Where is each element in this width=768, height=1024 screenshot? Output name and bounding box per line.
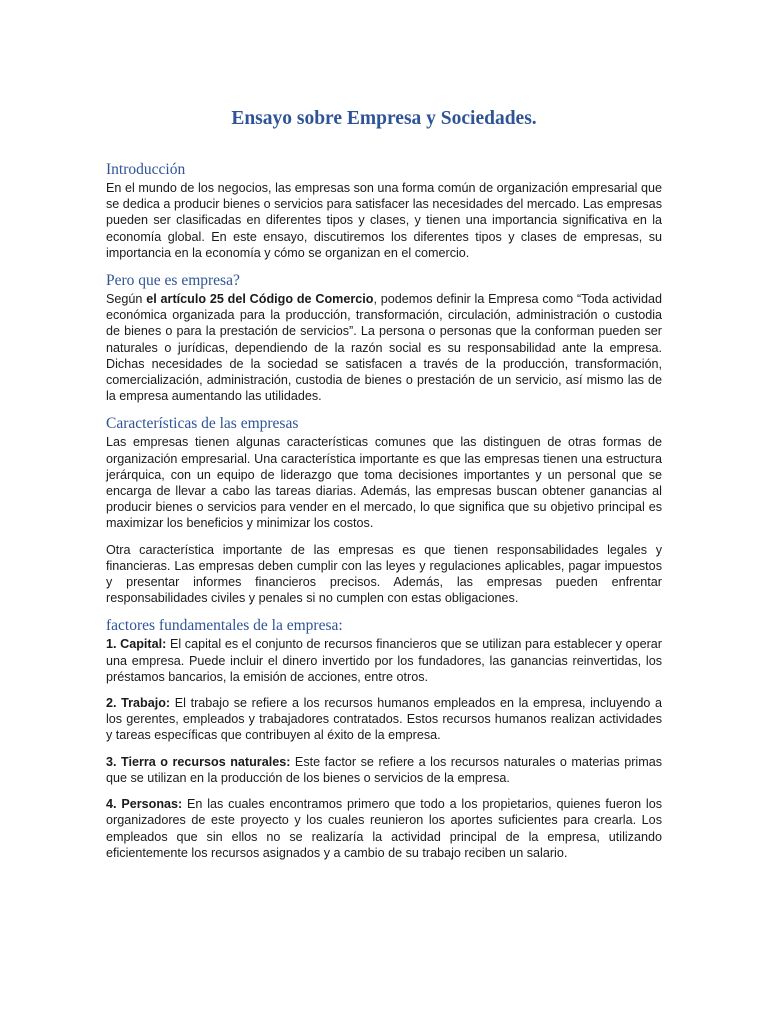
- paragraph-text: Según: [106, 292, 147, 307]
- factor-personas: [106, 796, 662, 861]
- section-heading: factores fundamentales de la empresa:: [106, 617, 343, 635]
- paragraph: [106, 291, 662, 404]
- section-caracteristicas: [106, 414, 662, 606]
- paragraph: Las empresas tienen algunas características comunes que las distinguen de otras formas de organización empresarial. Una característica importante es que las empresas tienen una estructura jerárquica, con un equipo de liderazgo que toma decisiones importantes y un personal que se encarga de llevar a cabo las tareas diarias. Además, las empresas buscan obtener ganancias al producir bienes o servicios para vender en el mercado, lo que significa que su objetivo principal es maximizar los beneficios y minimizar los costos.: [106, 435, 662, 531]
- paragraph: Otra característica importante de las empresas es que tienen responsabilidades legales y financieras. Las empresas deben cumplir con las leyes y regulaciones aplicables, pagar impuestos y presentar informes financieros precisos. Además, las empresas pueden enfrentar responsabilidades civiles y penales si no cumplen con estas obligaciones.: [106, 542, 662, 606]
- section-heading: Introducción: [106, 161, 186, 178]
- factor-capital: [106, 636, 662, 685]
- section-heading: Pero que es empresa?: [106, 272, 240, 290]
- factor-text: El capital es el conjunto de recursos financieros que se utilizan para establecer y operar una empresa. Puede incluir el dinero invertido por los fundadores, las ganancias reinvertidas, los préstamos bancarios, la emisión de acciones, entre otros.: [106, 637, 662, 684]
- section-que-es-empresa: [106, 271, 662, 404]
- paragraph-text: , podemos definir la Empresa como “Toda actividad económica organizada para la producción, transformación, circulación, administración o custodia de bienes o para la prestación de servicios”. La persona o personas que la conforman pueden ser naturales o jurídicas, dependiendo de la razón social es su responsabilidad ante la empresa. Dichas necesidades de la sociedad se satisfacen a través de la producción, transformación, comercialización, administración, custodia de bienes o prestación de un servicio, así mismo las de la empresa aumentando las utilidades.: [106, 292, 662, 404]
- factor-label: 4. Personas:: [106, 797, 183, 812]
- document-page: [106, 106, 662, 871]
- factor-text: El trabajo se refiere a los recursos humanos empleados en la empresa, incluyendo a los gerentes, empleados y trabajadores contratados. Estos recursos humanos realizan actividades y tareas específicas que contribuyen al éxito de la empresa.: [106, 696, 662, 743]
- section-heading: Características de las empresas: [106, 415, 299, 433]
- factor-tierra: [106, 754, 662, 786]
- factor-label: 1. Capital:: [106, 637, 167, 652]
- section-introduccion: [106, 160, 662, 261]
- bold-reference: el artículo 25 del Código de Comercio: [146, 292, 374, 307]
- factor-label: 3. Tierra o recursos naturales:: [106, 754, 291, 769]
- factor-text: Este factor se refiere a los recursos naturales o materias primas que se utilizan en la producción de los bienes o servicios de la empresa.: [106, 754, 662, 785]
- document-title: Ensayo sobre Empresa y Sociedades.: [231, 108, 537, 129]
- factor-label: 2. Trabajo:: [106, 696, 171, 711]
- factor-trabajo: [106, 695, 662, 744]
- paragraph: En el mundo de los negocios, las empresas son una forma común de organización empresarial que se dedica a producir bienes o servicios para satisfacer las necesidades del mercado. Las empresas pueden ser clasificadas en diferentes tipos y clases, y tienen una importancia significativa en la economía global. En este ensayo, discutiremos los diferentes tipos y clases de empresas, su importancia en la economía y cómo se organizan en el comercio.: [106, 181, 662, 260]
- factor-text: En las cuales encontramos primero que todo a los propietarios, quienes fueron los organizadores de este proyecto y los cuales reunieron los aportes suficientes para crearla. Los empleados que sin ellos no se realizaría la actividad principal de la empresa, utilizando eficientemente los recursos asignados y a cambio de su trabajo reciben un salario.: [106, 797, 663, 860]
- section-factores: [106, 616, 662, 860]
